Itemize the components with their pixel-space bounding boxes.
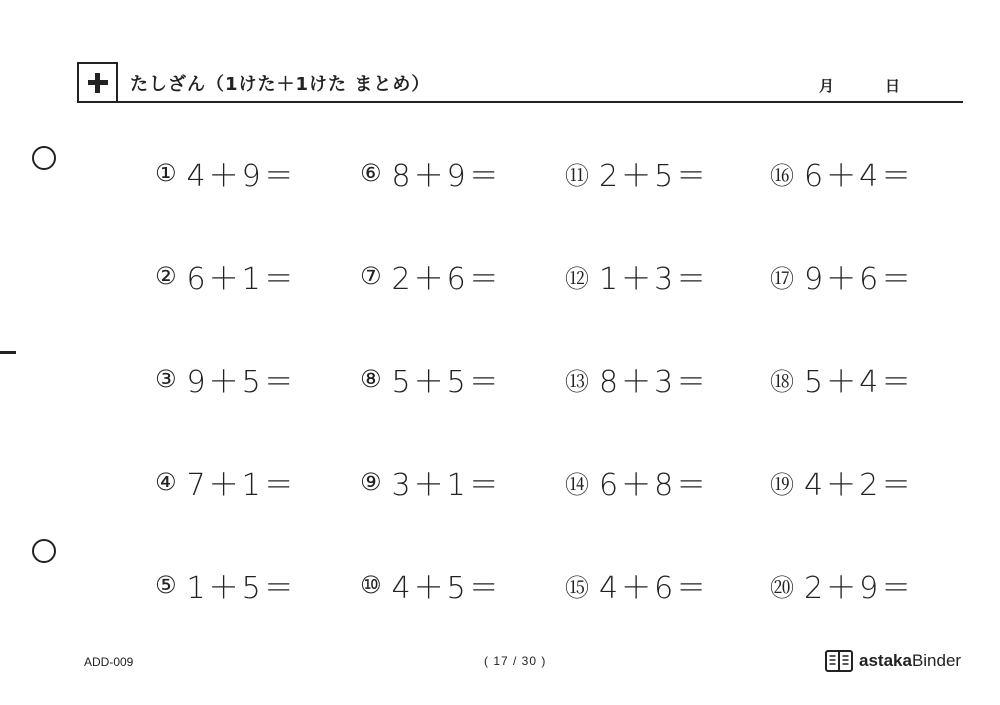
month-label: 月 xyxy=(819,77,835,95)
problem-expression: 1＋3＝ xyxy=(599,262,710,297)
problem-number: ⑬ xyxy=(565,367,589,396)
problem-item xyxy=(770,150,965,196)
problem-expression: 4＋6＝ xyxy=(599,571,710,606)
problem-item xyxy=(565,459,770,505)
problem-expression: 5＋5＝ xyxy=(391,365,502,400)
problem-item xyxy=(565,562,770,608)
problem-number: ③ xyxy=(155,365,177,393)
plus-icon xyxy=(77,62,118,103)
problem-number: ② xyxy=(155,262,177,290)
problem-expression: 4＋9＝ xyxy=(186,159,297,194)
worksheet-title: たしざん（1けた＋1けた まとめ） xyxy=(130,74,431,95)
problem-number: ⑪ xyxy=(565,161,589,190)
problem-number: ⑮ xyxy=(565,573,589,602)
worksheet-header xyxy=(77,62,963,103)
problem-item xyxy=(360,150,565,196)
header-underline xyxy=(118,101,963,103)
problem-item xyxy=(155,150,360,196)
problem-item xyxy=(565,253,770,299)
problem-item xyxy=(770,562,965,608)
problem-item xyxy=(360,459,565,505)
problem-number: ⑥ xyxy=(360,159,382,187)
problem-item xyxy=(155,253,360,299)
problem-number: ① xyxy=(155,159,177,187)
problem-number: ⑲ xyxy=(770,470,794,499)
problem-number: ⑩ xyxy=(360,571,382,599)
problem-expression: 8＋9＝ xyxy=(391,159,502,194)
problem-expression: 1＋5＝ xyxy=(186,571,297,606)
problem-number: ④ xyxy=(155,468,177,496)
problem-expression: 2＋6＝ xyxy=(391,262,502,297)
day-label: 日 xyxy=(885,77,901,95)
problem-item xyxy=(155,356,360,402)
problem-item xyxy=(770,459,965,505)
astaka-binder-logo xyxy=(825,650,961,672)
problem-number: ⑱ xyxy=(770,367,794,396)
problem-expression: 3＋1＝ xyxy=(391,468,502,503)
binder-hole-top xyxy=(32,146,56,170)
problem-expression: 4＋2＝ xyxy=(804,468,915,503)
binder-hole-bottom xyxy=(32,539,56,563)
problem-item xyxy=(565,150,770,196)
problem-expression: 4＋5＝ xyxy=(391,571,502,606)
problem-item xyxy=(770,253,965,299)
binder-center-mark xyxy=(0,351,16,354)
problem-item xyxy=(360,356,565,402)
problem-number: ⑰ xyxy=(770,264,794,293)
logo-text: astakaBinder xyxy=(859,651,962,670)
binder-book-icon xyxy=(825,650,853,672)
problem-expression: 2＋9＝ xyxy=(804,571,915,606)
problem-expression: 6＋4＝ xyxy=(804,159,915,194)
worksheet-code: ADD-009 xyxy=(84,655,134,669)
problem-expression: 9＋5＝ xyxy=(186,365,297,400)
problem-expression: 6＋8＝ xyxy=(599,468,710,503)
problem-grid xyxy=(155,150,965,610)
problem-number: ⑨ xyxy=(360,468,382,496)
problem-item xyxy=(155,459,360,505)
page-indicator: ( 17 / 30 ) xyxy=(484,654,547,668)
problem-number: ⑦ xyxy=(360,262,382,290)
problem-item xyxy=(360,253,565,299)
problem-expression: 9＋6＝ xyxy=(804,262,915,297)
problem-item xyxy=(565,356,770,402)
problem-number: ⑤ xyxy=(155,571,177,599)
problem-expression: 5＋4＝ xyxy=(804,365,915,400)
problem-item xyxy=(155,562,360,608)
problem-expression: 7＋1＝ xyxy=(186,468,297,503)
problem-number: ⑯ xyxy=(770,161,794,190)
problem-expression: 6＋1＝ xyxy=(186,262,297,297)
problem-item xyxy=(360,562,565,608)
problem-number: ⑳ xyxy=(770,573,794,602)
problem-item xyxy=(770,356,965,402)
problem-expression: 2＋5＝ xyxy=(599,159,710,194)
problem-number: ⑧ xyxy=(360,365,382,393)
problem-number: ⑫ xyxy=(565,264,589,293)
problem-number: ⑭ xyxy=(565,470,589,499)
problem-expression: 8＋3＝ xyxy=(599,365,710,400)
